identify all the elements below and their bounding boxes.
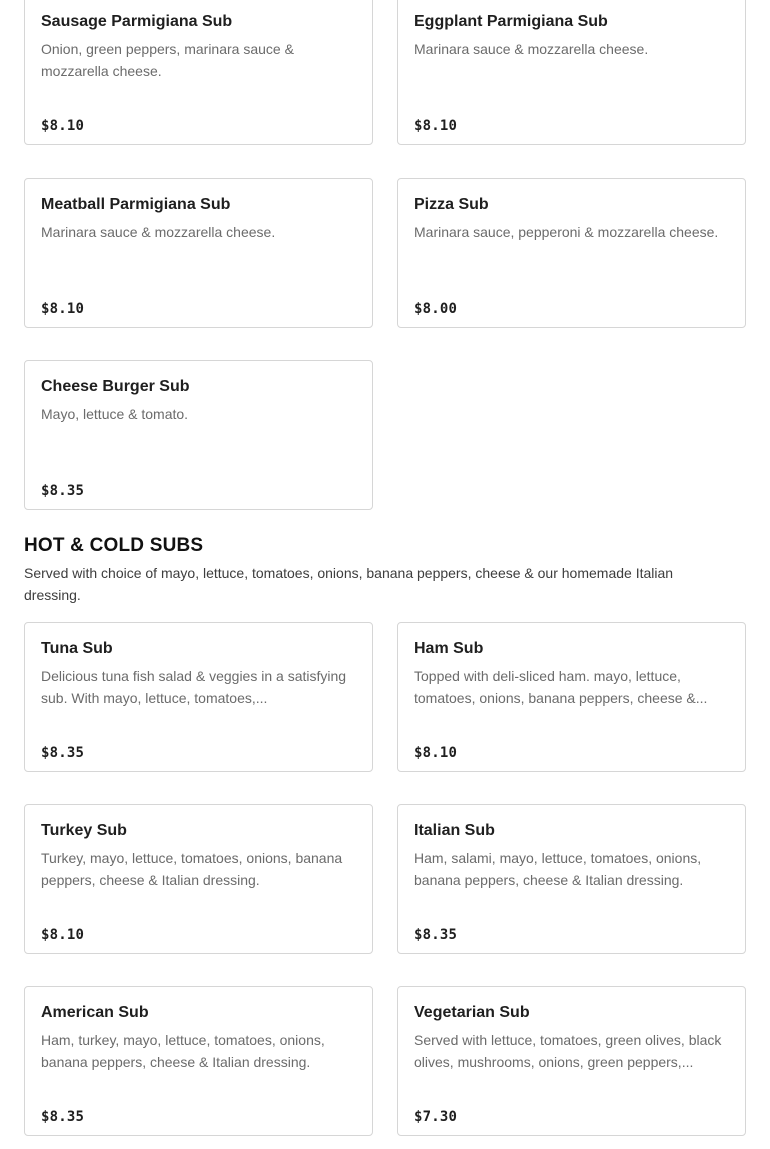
- menu-item-name: Turkey Sub: [41, 822, 127, 839]
- menu-item-card[interactable]: [24, 178, 373, 328]
- menu-item-name: Vegetarian Sub: [414, 1004, 530, 1021]
- section-title: HOT & COLD SUBS: [24, 535, 204, 556]
- menu-item-name: American Sub: [41, 1004, 149, 1021]
- menu-item-card[interactable]: [24, 804, 373, 954]
- menu-item-description: Topped with deli-sliced ham. mayo, lettuce, tomatoes, onions, banana peppers, cheese &...: [414, 668, 708, 706]
- menu-item-price: $8.35: [414, 927, 458, 943]
- menu-item-name: Italian Sub: [414, 822, 495, 839]
- menu-item-price: $8.35: [41, 745, 85, 761]
- menu-item-card[interactable]: [397, 622, 746, 772]
- menu-item-price: $8.35: [41, 483, 85, 499]
- menu-item-name: Ham Sub: [414, 640, 484, 657]
- menu-item-description: Marinara sauce & mozzarella cheese.: [414, 41, 649, 57]
- menu-item-name: Tuna Sub: [41, 640, 113, 657]
- menu-item-card[interactable]: [397, 986, 746, 1136]
- menu-item-description: Ham, turkey, mayo, lettuce, tomatoes, onions, banana peppers, cheese & Italian dressing.: [41, 1032, 325, 1070]
- menu-item-card[interactable]: [397, 0, 746, 145]
- menu-item-description: Onion, green peppers, marinara sauce & mozzarella cheese.: [41, 41, 294, 79]
- menu-item-name: Meatball Parmigiana Sub: [41, 196, 231, 213]
- menu-item-description: Ham, salami, mayo, lettuce, tomatoes, onions, banana peppers, cheese & Italian dressing.: [414, 850, 702, 888]
- menu-item-price: $7.30: [414, 1109, 458, 1125]
- menu-item-price: $8.10: [41, 927, 85, 943]
- menu-item-card[interactable]: [24, 986, 373, 1136]
- menu-item-card[interactable]: [24, 360, 373, 510]
- menu-item-name: Cheese Burger Sub: [41, 378, 190, 395]
- menu-item-price: $8.10: [41, 301, 85, 317]
- menu-item-name: Pizza Sub: [414, 196, 489, 213]
- menu-item-name: Sausage Parmigiana Sub: [41, 13, 233, 30]
- section-description: Served with choice of mayo, lettuce, tomatoes, onions, banana peppers, cheese & our homemade Italian dressing.: [24, 565, 674, 603]
- menu-item-name: Eggplant Parmigiana Sub: [414, 13, 608, 30]
- menu-item-description: Served with lettuce, tomatoes, green olives, black olives, mushrooms, onions, green peppers,...: [414, 1032, 722, 1070]
- menu-item-description: Turkey, mayo, lettuce, tomatoes, onions, banana peppers, cheese & Italian dressing.: [41, 850, 343, 888]
- menu-item-description: Marinara sauce & mozzarella cheese.: [41, 224, 276, 240]
- menu-item-card[interactable]: [24, 622, 373, 772]
- menu-item-description: Delicious tuna fish salad & veggies in a satisfying sub. With mayo, lettuce, tomatoes,...: [41, 668, 347, 706]
- menu-item-card[interactable]: [397, 804, 746, 954]
- menu-item-price: $8.00: [414, 301, 458, 317]
- menu-item-card[interactable]: [24, 0, 373, 145]
- menu-item-price: $8.10: [414, 745, 458, 761]
- menu-item-price: $8.35: [41, 1109, 85, 1125]
- menu-item-description: Marinara sauce, pepperoni & mozzarella cheese.: [414, 224, 719, 240]
- menu-item-price: $8.10: [414, 118, 458, 134]
- menu-item-description: Mayo, lettuce & tomato.: [41, 406, 189, 422]
- menu-item-card[interactable]: [397, 178, 746, 328]
- menu-item-price: $8.10: [41, 118, 85, 134]
